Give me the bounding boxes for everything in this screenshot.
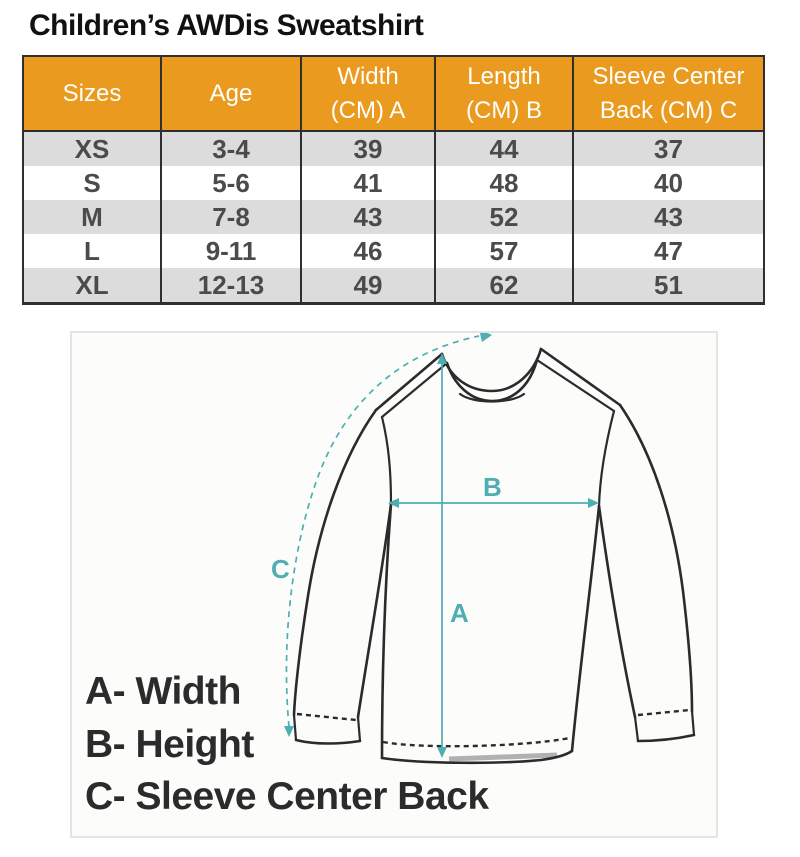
cell-size: M	[23, 200, 161, 234]
cell-size: XL	[23, 268, 161, 304]
header-sleeve	[573, 56, 764, 131]
cell-length: 57	[435, 234, 573, 268]
header-age	[161, 56, 301, 131]
table-row	[23, 268, 764, 304]
sweatshirt-outline	[294, 349, 694, 763]
table-row	[23, 131, 764, 166]
cell-size: S	[23, 166, 161, 200]
cell-width: 46	[301, 234, 435, 268]
header-sleeve-line1: Sleeve Center	[592, 62, 745, 90]
cell-sleeve: 40	[573, 166, 764, 200]
cell-width: 39	[301, 131, 435, 166]
header-sizes-label: Sizes	[62, 79, 122, 107]
header-width	[301, 56, 435, 131]
header-sleeve-line2: Back (CM) C	[599, 96, 738, 124]
cell-age: 7-8	[161, 200, 301, 234]
measure-b-label: B	[483, 472, 502, 502]
cell-size: XS	[23, 131, 161, 166]
cell-age: 9-11	[161, 234, 301, 268]
cell-length: 62	[435, 268, 573, 304]
cell-age: 12-13	[161, 268, 301, 304]
page-title: Children’s AWDis Sweatshirt	[29, 9, 424, 42]
legend-b-height: B- Height	[85, 723, 254, 766]
cell-sleeve: 43	[573, 200, 764, 234]
header-age-label: Age	[209, 79, 253, 107]
header-length-line1: Length	[467, 62, 541, 90]
cell-length: 44	[435, 131, 573, 166]
cell-width: 49	[301, 268, 435, 304]
table-row	[23, 200, 764, 234]
cell-age: 5-6	[161, 166, 301, 200]
size-chart-table	[22, 55, 765, 305]
measure-c-label: C	[271, 554, 290, 584]
cell-length: 52	[435, 200, 573, 234]
measurement-diagram	[70, 331, 718, 838]
header-width-line2: (CM) A	[330, 96, 406, 124]
cell-size: L	[23, 234, 161, 268]
header-length-line2: (CM) B	[466, 96, 542, 124]
header-length	[435, 56, 573, 131]
legend-c-sleeve: C- Sleeve Center Back	[85, 775, 489, 818]
legend-a-width: A- Width	[85, 670, 241, 713]
table-row	[23, 234, 764, 268]
measure-a-arrow	[437, 353, 447, 758]
sweatshirt-diagram-svg	[72, 333, 716, 836]
table-header-row	[23, 56, 764, 131]
measure-a-label: A	[450, 598, 469, 628]
cell-width: 43	[301, 200, 435, 234]
cell-age: 3-4	[161, 131, 301, 166]
cell-sleeve: 37	[573, 131, 764, 166]
cell-width: 41	[301, 166, 435, 200]
cell-length: 48	[435, 166, 573, 200]
header-sizes	[23, 56, 161, 131]
cell-sleeve: 51	[573, 268, 764, 304]
table-row	[23, 166, 764, 200]
cell-sleeve: 47	[573, 234, 764, 268]
header-width-line1: Width	[337, 62, 399, 90]
